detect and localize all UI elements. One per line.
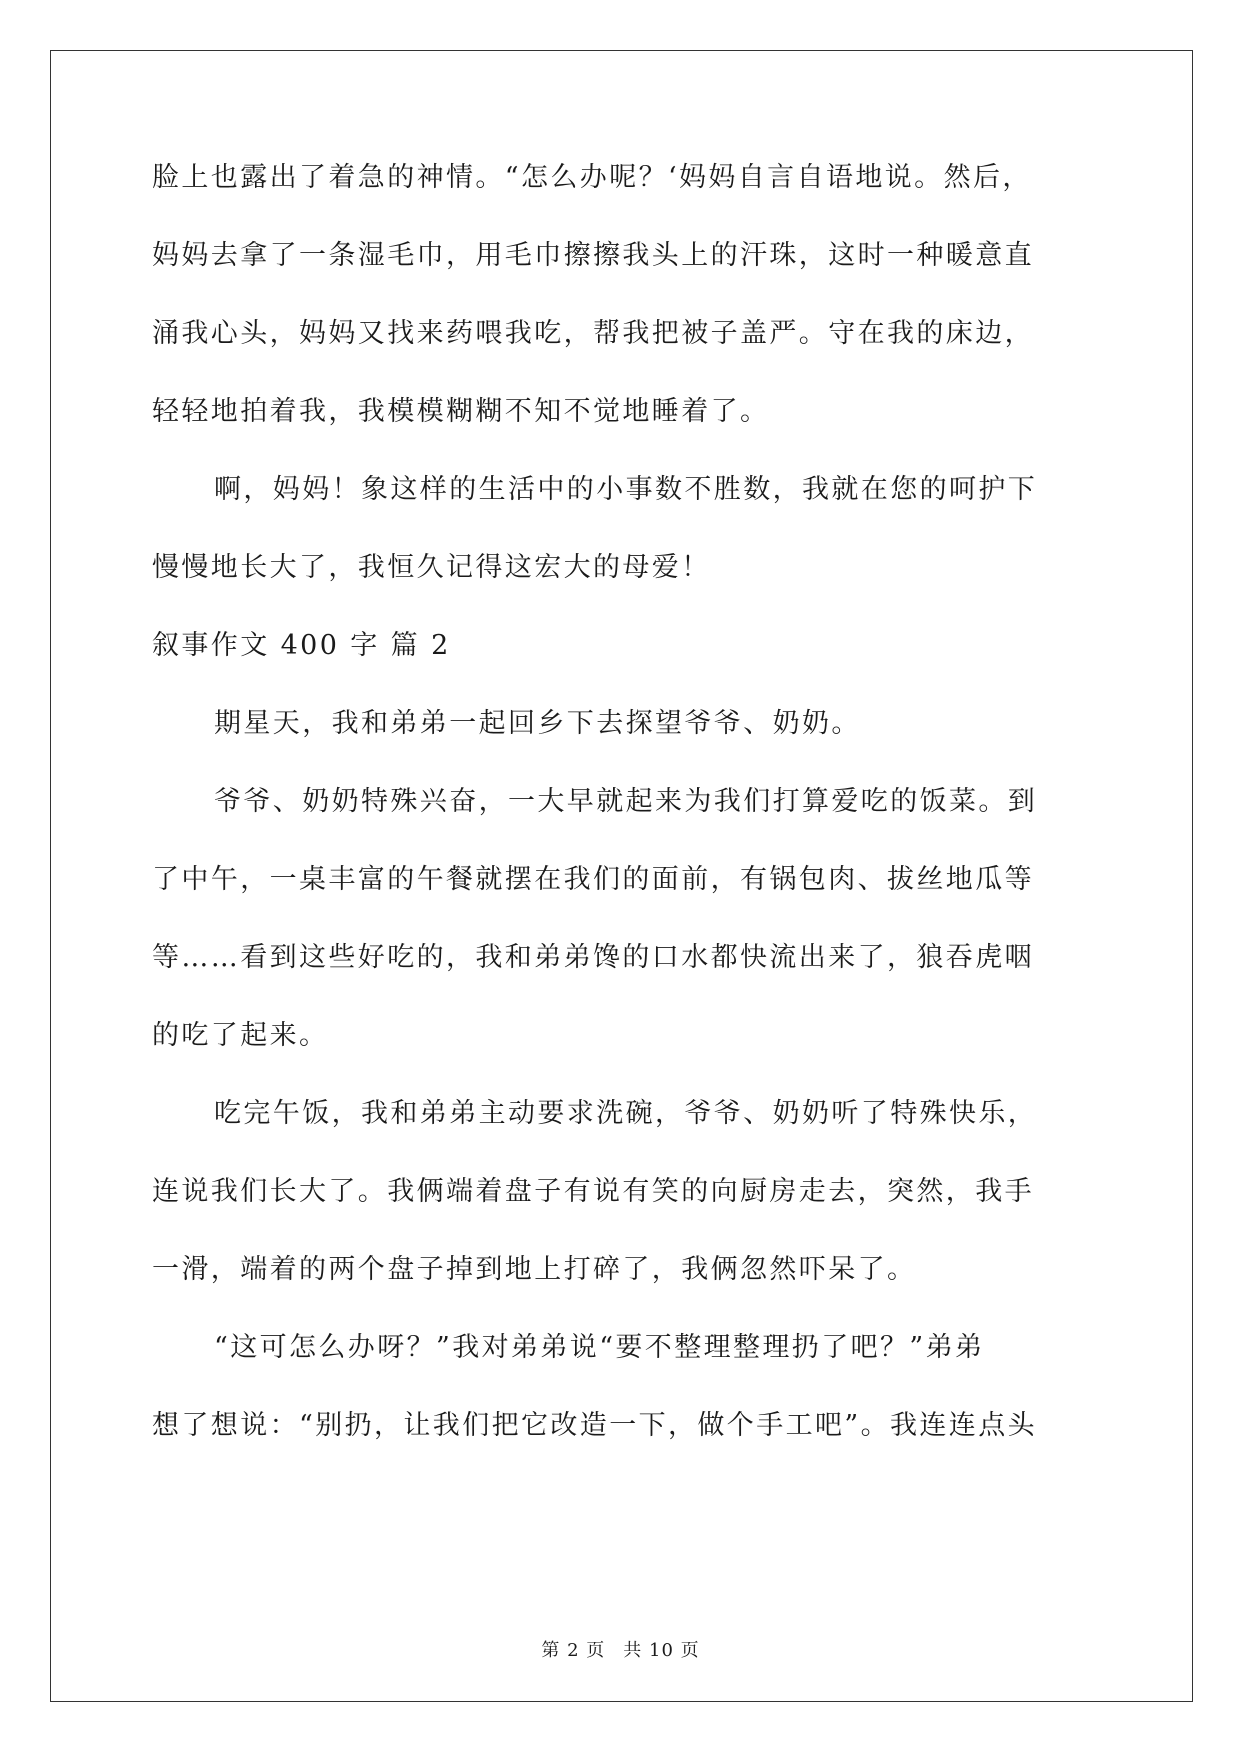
paragraph-start-line: 爷爷、奶奶特殊兴奋，一大早就起来为我们打算爱吃的饭菜。到 xyxy=(214,786,1038,817)
text-line: 想了想说：“别扔，让我们把它改造一下，做个手工吧”。我连连点头 xyxy=(152,1410,1038,1441)
text-line: 脸上也露出了着急的神情。“怎么办呢？‘妈妈自言自语地说。然后， xyxy=(152,162,1032,193)
page-count: 共 10 页 xyxy=(623,1640,700,1661)
section-heading: 叙事作文 400 字 篇 2 xyxy=(152,630,451,661)
text-line: 慢慢地长大了，我恒久记得这宏大的母爱！ xyxy=(152,552,711,583)
paragraph-start-line: “这可怎么办呀？”我对弟弟说“要不整理整理扔了吧？”弟弟 xyxy=(214,1332,985,1363)
text-line: 一滑，端着的两个盘子掉到地上打碎了，我俩忽然吓呆了。 xyxy=(152,1254,917,1285)
text-line: 妈妈去拿了一条湿毛巾，用毛巾擦擦我头上的汗珠，这时一种暖意直 xyxy=(152,240,1034,271)
paragraph-start-line: 吃完午饭，我和弟弟主动要求洗碗，爷爷、奶奶听了特殊快乐， xyxy=(214,1098,1038,1129)
paragraph-start-line: 期星天，我和弟弟一起回乡下去探望爷爷、奶奶。 xyxy=(214,708,861,739)
page-footer xyxy=(0,1636,1241,1662)
text-line: 连说我们长大了。我俩端着盘子有说有笑的向厨房走去，突然，我手 xyxy=(152,1176,1034,1207)
text-line: 的吃了起来。 xyxy=(152,1020,329,1051)
text-line: 了中午，一桌丰富的午餐就摆在我们的面前，有锅包肉、拔丝地瓜等 xyxy=(152,864,1034,895)
text-line: 等……看到这些好吃的，我和弟弟馋的口水都快流出来了，狼吞虎咽 xyxy=(152,942,1034,973)
text-line: 轻轻地拍着我，我模模糊糊不知不觉地睡着了。 xyxy=(152,396,770,427)
paragraph-start-line: 啊，妈妈！象这样的生活中的小事数不胜数，我就在您的呵护下 xyxy=(214,474,1038,505)
text-line: 涌我心头，妈妈又找来药喂我吃，帮我把被子盖严。守在我的床边， xyxy=(152,318,1034,349)
page-number: 第 2 页 xyxy=(541,1640,606,1661)
document-body xyxy=(152,162,1092,1491)
